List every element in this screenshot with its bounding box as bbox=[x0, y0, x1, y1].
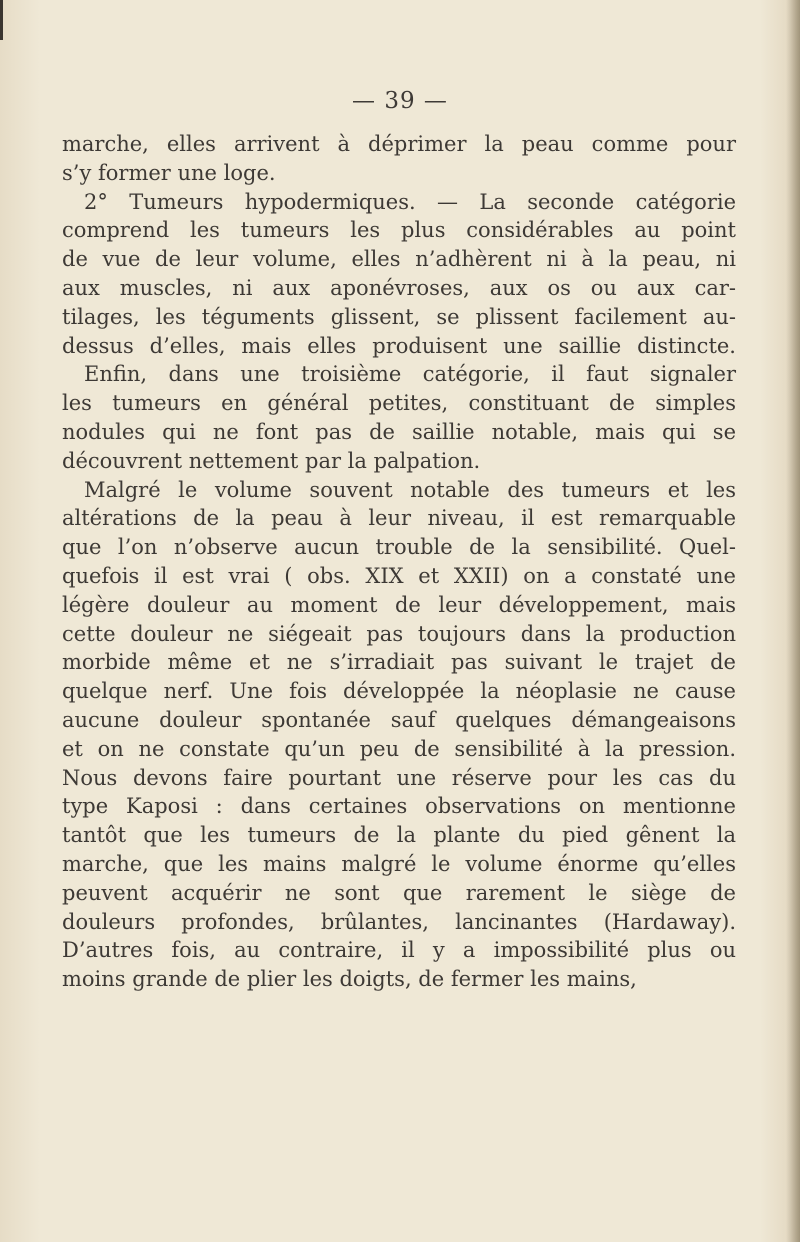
text-line: aucune douleur spontanée sauf quelques démangeaisons bbox=[62, 707, 736, 732]
text-line: moins grande de plier les doigts, de fermer les mains, bbox=[62, 967, 637, 992]
text-line: marche, que les mains malgré le volume énorme qu’elles bbox=[62, 851, 736, 876]
text-line: découvrent nettement par la palpation. bbox=[62, 448, 481, 473]
text-line: de vue de leur volume, elles n’adhèrent ni à la peau, ni bbox=[62, 247, 736, 272]
text-line: altérations de la peau à leur niveau, il est remarquable bbox=[62, 506, 736, 531]
text-line: comprend les tumeurs les plus considérables au point bbox=[62, 218, 736, 243]
body-text bbox=[62, 130, 736, 994]
text-line: 2° Tumeurs hypodermiques. — La seconde catégorie bbox=[84, 189, 736, 214]
text-line: les tumeurs en général petites, constituant de simples bbox=[62, 391, 736, 416]
page-edge-mark bbox=[0, 0, 3, 40]
text-line: marche, elles arrivent à déprimer la peau comme pour bbox=[62, 132, 736, 156]
text-line: Malgré le volume souvent notable des tumeurs et les bbox=[84, 477, 736, 502]
page-edge-shadow bbox=[786, 0, 800, 1242]
text-line: quefois il est vrai ( obs. XIX et XXII) on a constaté une bbox=[62, 563, 736, 588]
text-line: type Kaposi : dans certaines observations on mentionne bbox=[62, 794, 736, 819]
text-line: Enfin, dans une troisième catégorie, il faut signaler bbox=[84, 362, 736, 387]
text-line: quelque nerf. Une fois développée la néoplasie ne cause bbox=[62, 679, 736, 704]
text-line: tantôt que les tumeurs de la plante du pied gênent la bbox=[62, 823, 736, 848]
page-number: — 39 — bbox=[352, 88, 448, 114]
text-line: tilages, les téguments glissent, se plissent facilement au- bbox=[62, 304, 736, 329]
text-line: morbide même et ne s’irradiait pas suivant le trajet de bbox=[62, 650, 736, 675]
text-line: D’autres fois, au contraire, il y a impossibilité plus ou bbox=[62, 938, 736, 963]
text-line: nodules qui ne font pas de saillie notable, mais qui se bbox=[62, 419, 736, 444]
text-line: dessus d’elles, mais elles produisent une saillie distincte. bbox=[62, 333, 736, 358]
text-line: Nous devons faire pourtant une réserve pour les cas du bbox=[62, 765, 736, 790]
text-line: que l’on n’observe aucun trouble de la sensibilité. Quel- bbox=[62, 535, 736, 560]
text-line: douleurs profondes, brûlantes, lancinantes (Hardaway). bbox=[62, 909, 736, 934]
text-line: s’y former une loge. bbox=[62, 160, 276, 185]
text-line: légère douleur au moment de leur développement, mais bbox=[62, 592, 736, 617]
text-line: aux muscles, ni aux aponévroses, aux os ou aux car- bbox=[62, 275, 736, 300]
text-line: et on ne constate qu’un peu de sensibilité à la pression. bbox=[62, 736, 736, 761]
text-line: peuvent acquérir ne sont que rarement le siège de bbox=[62, 880, 736, 905]
text-line: cette douleur ne siégeait pas toujours dans la production bbox=[62, 621, 736, 646]
